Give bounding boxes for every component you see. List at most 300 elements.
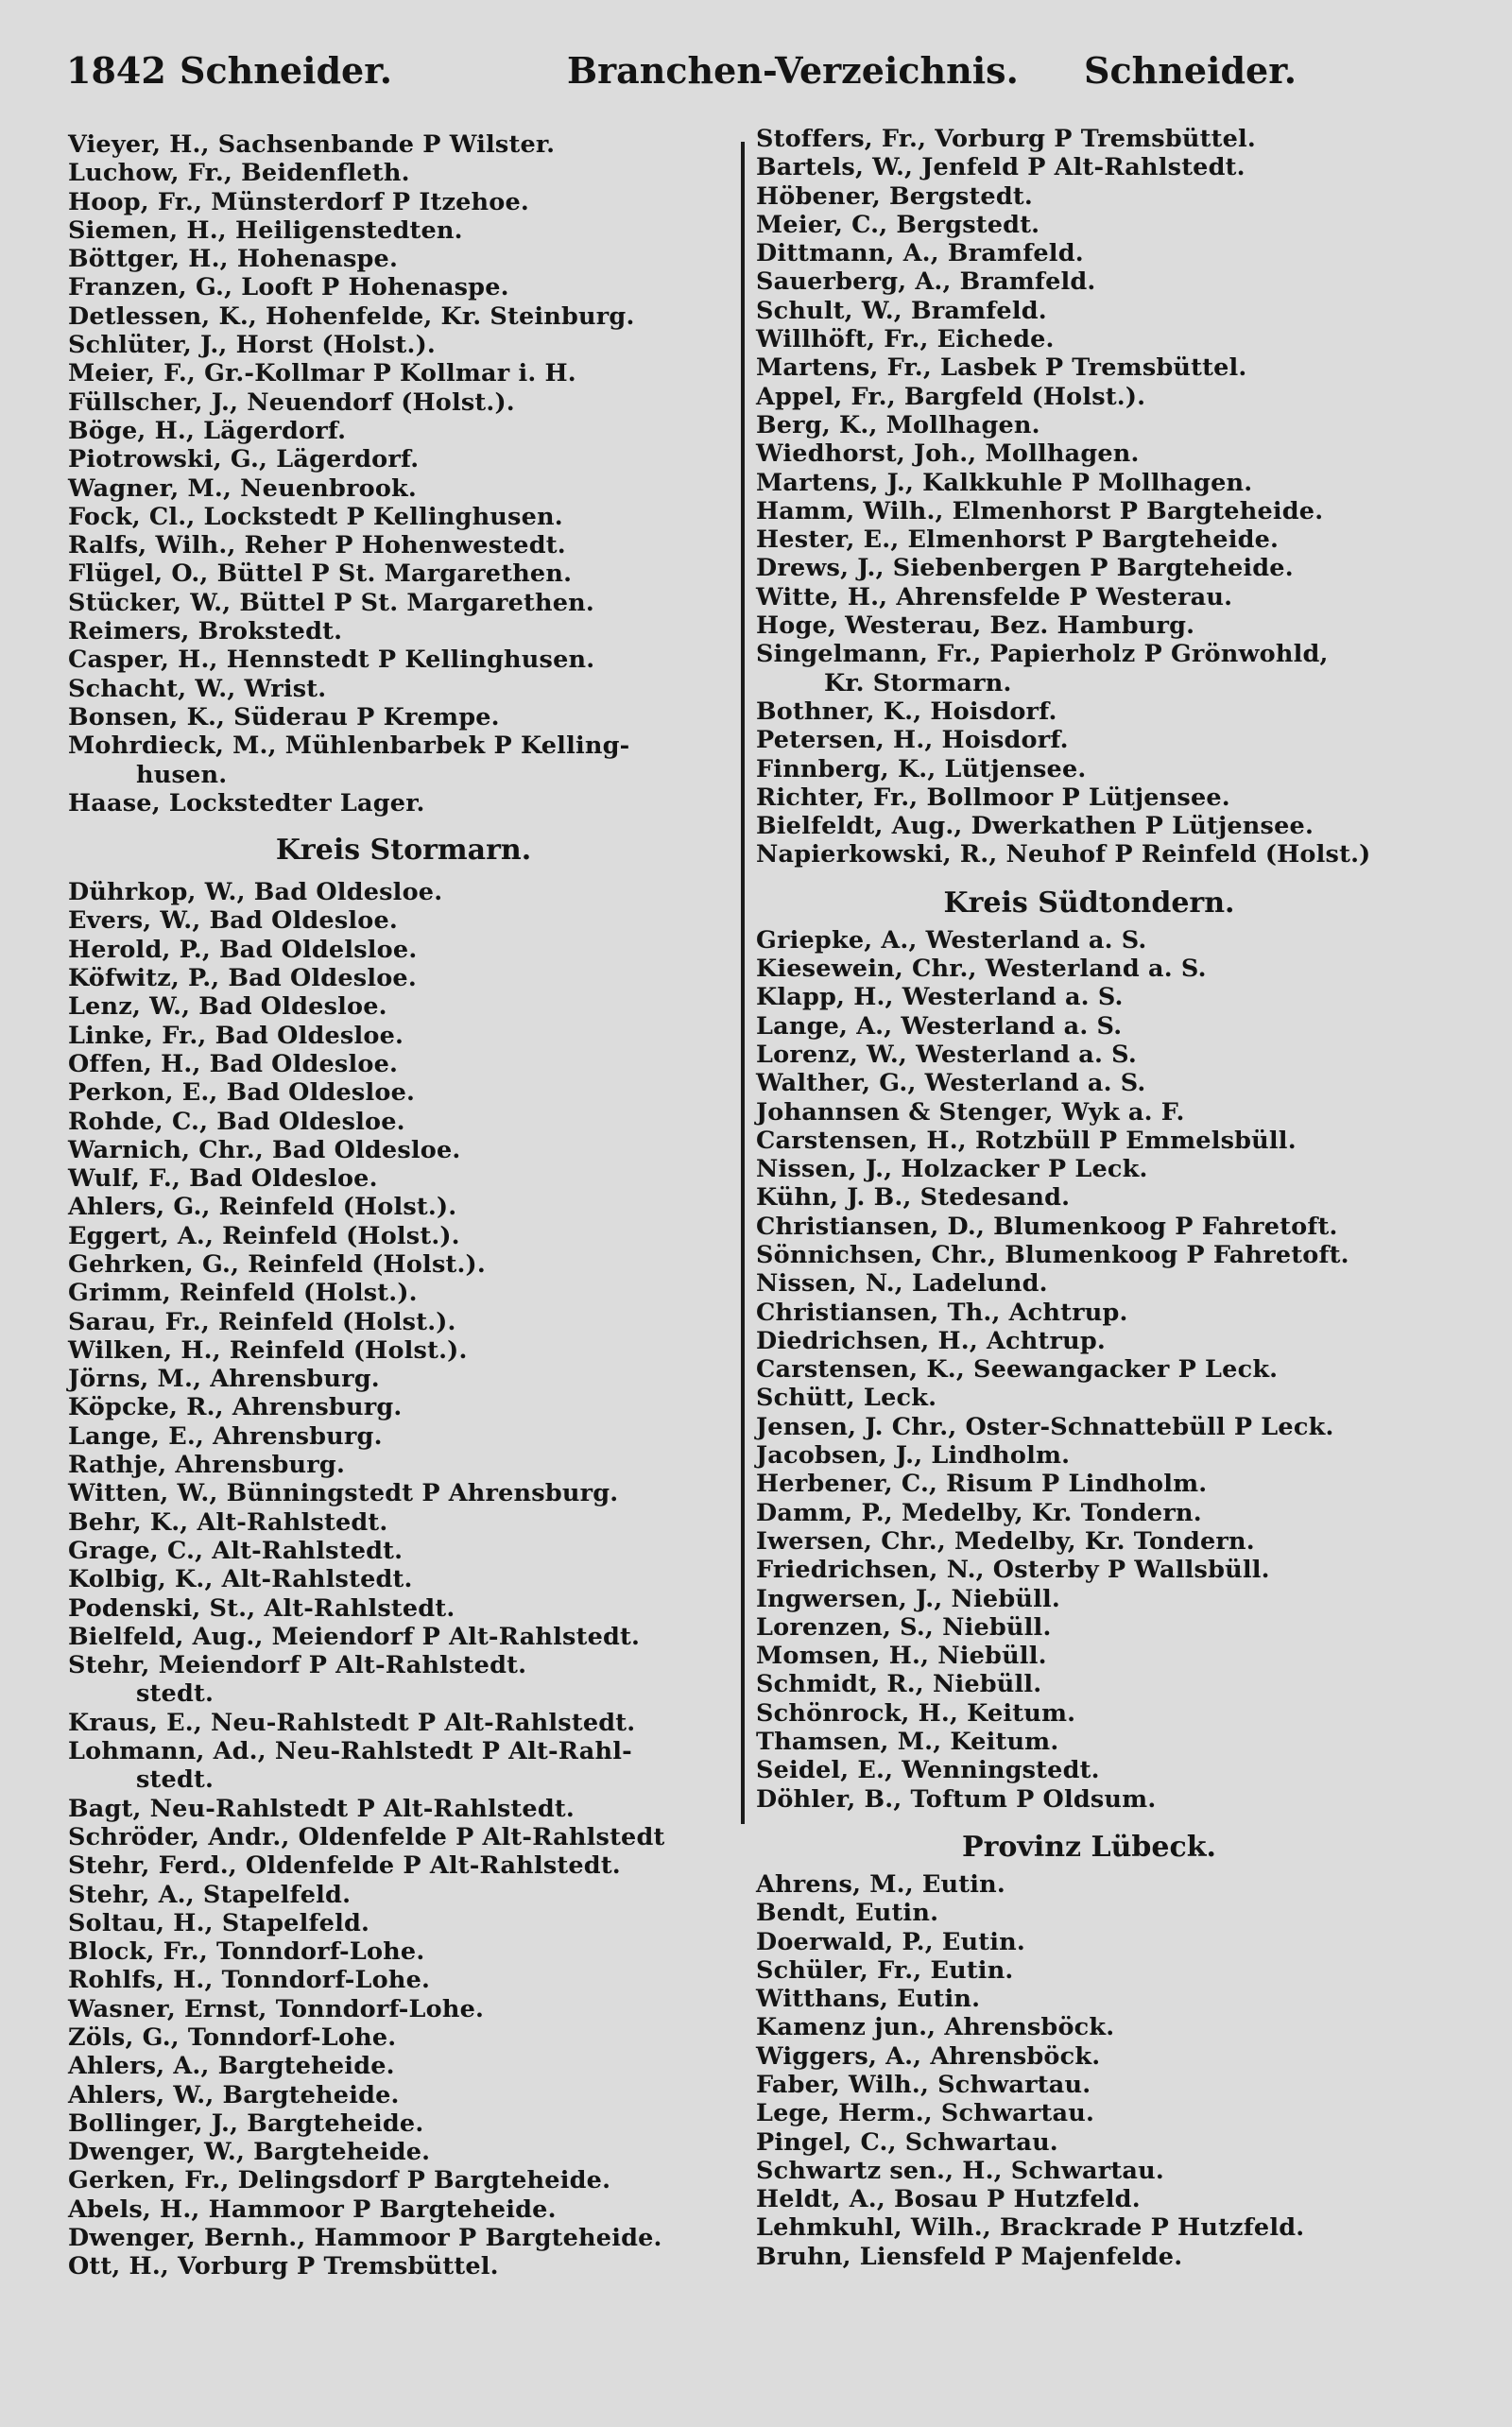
directory-entry — [756, 2128, 1422, 2157]
directory-entry — [68, 273, 739, 301]
directory-entry — [756, 726, 1422, 754]
directory-entry — [68, 1393, 739, 1421]
entry-line: Ralfs, Wilh., Reher P Hohenwestedt. — [68, 531, 566, 560]
directory-entry — [756, 2185, 1422, 2213]
directory-entry — [756, 297, 1422, 325]
entry-line: Casper, H., Hennstedt P Kellinghusen. — [68, 645, 595, 675]
entry-line: Eggert, A., Reinfeld (Holst.). — [68, 1221, 460, 1250]
directory-entry — [68, 1537, 739, 1565]
entry-line: Wiedhorst, Joh., Mollhagen. — [756, 439, 1140, 469]
directory-entry — [68, 1966, 739, 1994]
entry-line: Böge, H., Lägerdorf. — [68, 416, 347, 445]
directory-entry — [68, 445, 739, 473]
column-divider — [741, 142, 745, 1824]
directory-entry — [68, 1651, 739, 1709]
directory-entry — [756, 1728, 1422, 1756]
entry-line: Lange, E., Ahrensburg. — [68, 1421, 383, 1451]
entry-line: Doerwald, P., Eutin. — [756, 1927, 1025, 1956]
entry-line: Wasner, Ernst, Tonndorf-Lohe. — [68, 1994, 485, 2023]
header-right-title: Schneider. — [1084, 49, 1297, 92]
entry-line: Dittmann, A., Bramfeld. — [756, 239, 1084, 268]
entry-line: Momsen, H., Niebüll. — [756, 1642, 1047, 1671]
entry-line: Schult, W., Bramfeld. — [756, 296, 1047, 325]
directory-entry — [68, 417, 739, 445]
entry-line: Wulf, F., Bad Oldesloe. — [68, 1164, 378, 1194]
entry-line: Bruhn, Liensfeld P Majenfelde. — [756, 2242, 1183, 2271]
directory-entry — [68, 1508, 739, 1537]
entry-line: Nissen, J., Holzacker P Leck. — [756, 1155, 1148, 1184]
entry-line: Kraus, E., Neu-Rahlstedt P Alt-Rahlstedt. — [68, 1708, 636, 1737]
directory-entry — [68, 645, 739, 674]
directory-entry — [756, 640, 1422, 697]
directory-entry — [68, 1737, 739, 1795]
directory-entry — [68, 1078, 739, 1107]
entry-line: Ahrens, M., Eutin. — [756, 1869, 1005, 1899]
entry-line: Reimers, Brokstedt. — [68, 617, 343, 646]
directory-entry — [756, 2243, 1422, 2271]
directory-entry — [756, 1956, 1422, 1985]
entry-line: Berg, K., Mollhagen. — [756, 410, 1040, 439]
entry-line: Grimm, Reinfeld (Holst.). — [68, 1279, 418, 1308]
directory-entry — [756, 1699, 1422, 1728]
entry-line: Iwersen, Chr., Medelby, Kr. Tondern. — [756, 1526, 1255, 1556]
entry-line: Haase, Lockstedter Lager. — [68, 788, 425, 818]
directory-entry — [756, 2071, 1422, 2099]
entry-line: Offen, H., Bad Oldesloe. — [68, 1049, 399, 1078]
entry-line: Schacht, W., Wrist. — [68, 674, 327, 703]
directory-entry — [68, 1422, 739, 1451]
entry-line: Carstensen, H., Rotzbüll P Emmelsbüll. — [756, 1126, 1297, 1155]
entry-line: Carstensen, K., Seewangacker P Leck. — [756, 1355, 1279, 1385]
directory-entry — [68, 359, 739, 387]
directory-entry — [756, 697, 1422, 726]
directory-entry — [68, 1623, 739, 1651]
entry-line: Witte, H., Ahrensfelde P Westerau. — [756, 582, 1233, 611]
entry-line: Seidel, E., Wenningstedt. — [756, 1756, 1100, 1785]
entry-line: Diedrichsen, H., Achtrup. — [756, 1326, 1106, 1355]
entry-continuation-line: stedt. — [136, 1765, 215, 1795]
directory-entry — [68, 703, 739, 732]
directory-entry — [68, 245, 739, 273]
directory-entry — [68, 1336, 739, 1365]
directory-entry — [756, 1928, 1422, 1956]
directory-entry — [756, 755, 1422, 783]
directory-entry — [68, 1222, 739, 1250]
entry-line: Abels, H., Hammoor P Bargteheide. — [68, 2195, 557, 2224]
entry-line: Friedrichsen, N., Osterby P Wallsbüll. — [756, 1556, 1270, 1585]
page-number: 1842 — [66, 49, 166, 92]
directory-entry — [756, 611, 1422, 640]
entry-line: Stoffers, Fr., Vorburg P Tremsbüttel. — [756, 125, 1256, 153]
directory-entry — [68, 474, 739, 503]
entry-line: Schröder, Andr., Oldenfelde P Alt-Rahlstedt — [68, 1822, 665, 1851]
entry-line: Stehr, Ferd., Oldenfelde P Alt-Rahlstedt. — [68, 1851, 621, 1881]
directory-entry — [68, 1851, 739, 1880]
directory-entry — [68, 2252, 739, 2281]
directory-entry — [756, 383, 1422, 411]
directory-entry — [68, 1479, 739, 1507]
entry-line: Rohde, C., Bad Oldesloe. — [68, 1107, 405, 1136]
entry-line: Vieyer, H., Sachsenbande P Wilster. — [68, 130, 556, 159]
directory-entry — [756, 182, 1422, 211]
entry-line: Füllscher, J., Neuendorf (Holst.). — [68, 387, 515, 417]
entry-continuation-line: Kr. Stormarn. — [824, 668, 1012, 697]
directory-entry — [68, 732, 739, 789]
entry-line: Witthans, Eutin. — [756, 1985, 981, 2014]
right-column — [756, 125, 1422, 2271]
entry-line: Stehr, A., Stapelfeld. — [68, 1880, 352, 1909]
directory-entry — [68, 388, 739, 417]
entry-line: Sauerberg, A., Bramfeld. — [756, 267, 1096, 297]
directory-entry — [756, 840, 1422, 869]
entry-line: Hester, E., Elmenhorst P Bargteheide. — [756, 525, 1280, 555]
entry-line: Martens, Fr., Lasbek P Tremsbüttel. — [756, 353, 1247, 383]
entry-line: Linke, Fr., Bad Oldesloe. — [68, 1021, 404, 1050]
directory-entry — [68, 906, 739, 935]
entry-line: Ott, H., Vorburg P Tremsbüttel. — [68, 2252, 499, 2281]
entry-line: Griepke, A., Westerland a. S. — [756, 925, 1147, 955]
entry-line: Rathje, Ahrensburg. — [68, 1451, 346, 1480]
directory-entry — [68, 1164, 739, 1193]
entry-line: Walther, G., Westerland a. S. — [756, 1069, 1146, 1098]
header-left-title: Schneider. — [180, 49, 392, 92]
entry-line: Köpcke, R., Ahrensburg. — [68, 1393, 403, 1422]
directory-entry — [68, 1795, 739, 1823]
entry-line: Bothner, K., Hoisdorf. — [756, 697, 1057, 726]
directory-entry — [68, 992, 739, 1021]
entry-line: Fock, Cl., Lockstedt P Kellinghusen. — [68, 502, 563, 531]
entry-line: Meier, F., Gr.-Kollmar P Kollmar i. H. — [68, 359, 576, 388]
entry-line: Lehmkuhl, Wilh., Brackrade P Hutzfeld. — [756, 2213, 1305, 2243]
entry-line: Bollinger, J., Bargteheide. — [68, 2109, 424, 2138]
directory-entry — [756, 2013, 1422, 2041]
directory-entry — [68, 1709, 739, 1737]
directory-entry — [68, 188, 739, 216]
directory-entry — [68, 559, 739, 588]
directory-entry — [756, 554, 1422, 582]
directory-entry — [68, 159, 739, 187]
entry-line: Witten, W., Bünningstedt P Ahrensburg. — [68, 1479, 619, 1508]
entry-list — [756, 926, 1422, 1814]
directory-entry — [756, 1413, 1422, 1441]
entry-line: Damm, P., Medelby, Kr. Tondern. — [756, 1498, 1202, 1527]
entry-continuation-line: husen. — [136, 760, 228, 789]
entry-line: Block, Fr., Tonndorf-Lohe. — [68, 1937, 425, 1967]
entry-line: Lorenzen, S., Niebüll. — [756, 1612, 1052, 1642]
entry-line: Jensen, J. Chr., Oster-Schnattebüll P Leck. — [756, 1412, 1334, 1441]
directory-entry — [68, 2138, 739, 2166]
entry-line: Nissen, N., Ladelund. — [756, 1269, 1048, 1299]
directory-entry — [68, 1136, 739, 1164]
directory-entry — [756, 1870, 1422, 1899]
entry-line: Dwenger, Bernh., Hammoor P Bargteheide. — [68, 2224, 662, 2253]
entry-line: Ahlers, W., Bargteheide. — [68, 2080, 400, 2109]
entry-line: Schlüter, J., Horst (Holst.). — [68, 331, 436, 360]
directory-entry — [68, 1881, 739, 1909]
entry-line: Meier, C., Bergstedt. — [756, 210, 1040, 239]
directory-entry — [756, 2042, 1422, 2071]
entry-line: Bendt, Eutin. — [756, 1899, 939, 1928]
directory-entry — [68, 2195, 739, 2224]
entry-line: Evers, W., Bad Oldesloe. — [68, 906, 399, 936]
directory-entry — [756, 1756, 1422, 1784]
entry-line: Sönnichsen, Chr., Blumenkoog P Fahretoft. — [756, 1240, 1349, 1269]
entry-line: Köfwitz, P., Bad Oldesloe. — [68, 964, 417, 993]
entry-line: Pingel, C., Schwartau. — [756, 2127, 1058, 2157]
directory-entry — [756, 955, 1422, 983]
directory-entry — [756, 1642, 1422, 1670]
entry-line: Lohmann, Ad., Neu-Rahlstedt P Alt-Rahl- — [68, 1737, 632, 1766]
directory-entry — [68, 589, 739, 617]
directory-entry — [756, 1384, 1422, 1412]
entry-line: Napierkowski, R., Neuhof P Reinfeld (Holst.) — [756, 840, 1371, 869]
directory-entry — [756, 1069, 1422, 1097]
directory-entry — [68, 1823, 739, 1851]
directory-entry — [756, 353, 1422, 382]
directory-entry — [68, 503, 739, 531]
entry-line: Flügel, O., Büttel P St. Margarethen. — [68, 559, 573, 589]
directory-entry — [756, 2099, 1422, 2127]
entry-line: Wiggers, A., Ahrensböck. — [756, 2041, 1101, 2071]
entry-line: Christiansen, D., Blumenkoog P Fahretoft. — [756, 1212, 1338, 1241]
entry-line: Heldt, A., Bosau P Hutzfeld. — [756, 2185, 1141, 2214]
entry-line: Warnich, Chr., Bad Oldesloe. — [68, 1135, 461, 1164]
entry-line: Christiansen, Th., Achtrup. — [756, 1298, 1128, 1327]
entry-list — [68, 130, 739, 818]
directory-entry — [68, 964, 739, 992]
entry-line: Rohlfs, H., Tonndorf-Lohe. — [68, 1966, 431, 1995]
directory-entry — [756, 1613, 1422, 1642]
entry-line: Kiesewein, Chr., Westerland a. S. — [756, 955, 1207, 984]
entry-line: Lange, A., Westerland a. S. — [756, 1011, 1123, 1041]
entry-line: Lenz, W., Bad Oldesloe. — [68, 992, 387, 1022]
entry-line: Herold, P., Bad Oldelsloe. — [68, 935, 418, 964]
directory-entry — [68, 1108, 739, 1136]
entry-line: Höbener, Bergstedt. — [756, 181, 1033, 211]
directory-entry — [68, 1279, 739, 1307]
directory-entry — [68, 130, 739, 159]
header-center-title: Branchen-Verzeichnis. — [567, 49, 1019, 92]
entry-line: Dwenger, W., Bargteheide. — [68, 2138, 431, 2167]
directory-entry — [756, 1470, 1422, 1498]
entry-line: Gerken, Fr., Delingsdorf P Bargteheide. — [68, 2166, 611, 2195]
entry-line: Herbener, C., Risum P Lindholm. — [756, 1470, 1208, 1499]
entry-line: Jacobsen, J., Lindholm. — [756, 1441, 1071, 1471]
directory-entry — [68, 1909, 739, 1937]
directory-entry — [68, 2109, 739, 2138]
entry-line: Gehrken, G., Reinfeld (Holst.). — [68, 1249, 486, 1279]
entry-line: Franzen, G., Looft P Hohenaspe. — [68, 273, 509, 302]
entry-line: Ingwersen, J., Niebüll. — [756, 1584, 1060, 1613]
entry-line: Kamenz jun., Ahrensböck. — [756, 2013, 1115, 2042]
entry-line: Bagt, Neu-Rahlstedt P Alt-Rahlstedt. — [68, 1794, 575, 1823]
directory-entry — [756, 1269, 1422, 1298]
entry-line: Kolbig, K., Alt-Rahlstedt. — [68, 1565, 413, 1594]
directory-entry — [68, 2052, 739, 2080]
entry-line: Schüler, Fr., Eutin. — [756, 1955, 1014, 1985]
section-heading-provinz-luebeck: Provinz Lübeck. — [962, 1830, 1216, 1864]
directory-entry — [756, 439, 1422, 468]
entry-line: Soltau, H., Stapelfeld. — [68, 1908, 370, 1937]
entry-line: Podenski, St., Alt-Rahlstedt. — [68, 1593, 455, 1623]
entry-line: Böttger, H., Hohenaspe. — [68, 245, 399, 274]
entry-line: Bielfeldt, Aug., Dwerkathen P Lütjensee. — [756, 812, 1314, 841]
entry-line: Piotrowski, G., Lägerdorf. — [68, 445, 420, 474]
directory-entry — [756, 497, 1422, 525]
entry-line: Zöls, G., Tonndorf-Lohe. — [68, 2023, 397, 2052]
entry-line: Martens, J., Kalkkuhle P Mollhagen. — [756, 468, 1253, 497]
entry-line: Luchow, Fr., Beidenfleth. — [68, 159, 410, 188]
directory-entry — [68, 2023, 739, 2052]
entry-line: Grage, C., Alt-Rahlstedt. — [68, 1536, 404, 1565]
entry-line: Lorenz, W., Westerland a. S. — [756, 1040, 1137, 1069]
entry-line: Hoop, Fr., Münsterdorf P Itzehoe. — [68, 187, 530, 216]
directory-entry — [756, 1355, 1422, 1384]
directory-entry — [756, 1041, 1422, 1069]
entry-line: Wilken, H., Reinfeld (Holst.). — [68, 1335, 468, 1365]
directory-entry — [68, 1250, 739, 1279]
directory-entry — [68, 1995, 739, 2023]
directory-entry — [68, 1308, 739, 1336]
entry-line: Willhöft, Fr., Eichede. — [756, 325, 1055, 354]
entry-line: Behr, K., Alt-Rahlstedt. — [68, 1507, 388, 1537]
directory-entry — [756, 1499, 1422, 1527]
section-heading-kreis-suedtondern: Kreis Südtondern. — [943, 886, 1235, 920]
directory-entry — [68, 2081, 739, 2109]
directory-entry — [756, 926, 1422, 955]
directory-entry — [68, 216, 739, 245]
entry-line: Stehr, Meiendorf P Alt-Rahlstedt. — [68, 1651, 527, 1680]
entry-line: Sarau, Fr., Reinfeld (Holst.). — [68, 1307, 456, 1336]
directory-entry — [68, 617, 739, 645]
directory-entry — [68, 2224, 739, 2252]
entry-line: Perkon, E., Bad Oldesloe. — [68, 1078, 416, 1108]
directory-entry — [756, 1670, 1422, 1698]
directory-entry — [756, 1556, 1422, 1584]
entry-line: Stücker, W., Büttel P St. Margarethen. — [68, 588, 594, 617]
directory-entry — [756, 239, 1422, 267]
directory-entry — [756, 125, 1422, 153]
directory-entry — [756, 1327, 1422, 1355]
directory-entry — [756, 211, 1422, 239]
section-heading-kreis-stormarn: Kreis Stormarn. — [275, 834, 532, 868]
directory-entry — [756, 1241, 1422, 1269]
directory-entry — [756, 153, 1422, 181]
directory-entry — [756, 583, 1422, 611]
entry-line: Singelmann, Fr., Papierholz P Grönwohld, — [756, 640, 1329, 669]
entry-line: Lege, Herm., Schwartau. — [756, 2099, 1095, 2128]
directory-entry — [756, 983, 1422, 1011]
directory-entry — [68, 1022, 739, 1050]
directory-entry — [756, 783, 1422, 812]
entry-line: Döhler, B., Toftum P Oldsum. — [756, 1784, 1157, 1814]
entry-line: Bartels, W., Jenfeld P Alt-Rahlstedt. — [756, 153, 1246, 182]
entry-line: Schmidt, R., Niebüll. — [756, 1670, 1042, 1699]
directory-entry — [756, 469, 1422, 497]
entry-line: Johannsen & Stenger, Wyk a. F. — [756, 1097, 1185, 1127]
directory-entry — [68, 1193, 739, 1221]
directory-entry — [68, 1937, 739, 1966]
directory-entry — [68, 531, 739, 559]
entry-line: Petersen, H., Hoisdorf. — [756, 726, 1069, 755]
directory-entry — [756, 1899, 1422, 1927]
directory-entry — [68, 789, 739, 818]
entry-list — [756, 1870, 1422, 2271]
entry-line: Schütt, Leck. — [756, 1384, 937, 1413]
directory-entry — [756, 1213, 1422, 1241]
entry-line: Kühn, J. B., Stedesand. — [756, 1183, 1071, 1213]
entry-continuation-line: stedt. — [136, 1679, 215, 1709]
entry-line: Faber, Wilh., Schwartau. — [756, 2071, 1091, 2099]
left-column — [68, 130, 739, 2281]
directory-entry — [756, 1155, 1422, 1183]
entry-line: Schönrock, H., Keitum. — [756, 1698, 1076, 1728]
entry-line: Bonsen, K., Süderau P Krempe. — [68, 702, 500, 732]
entry-list — [68, 878, 739, 2281]
directory-entry — [756, 812, 1422, 840]
directory-entry — [68, 1050, 739, 1078]
entry-line: Ahlers, A., Bargteheide. — [68, 2052, 395, 2081]
directory-entry — [68, 1565, 739, 1593]
entry-list — [756, 125, 1422, 869]
entry-line: Mohrdieck, M., Mühlenbarbek P Kelling- — [68, 732, 630, 761]
directory-entry — [756, 1127, 1422, 1155]
entry-line: Jörns, M., Ahrensburg. — [68, 1365, 380, 1394]
directory-entry — [756, 1527, 1422, 1556]
directory-entry — [68, 1451, 739, 1479]
directory-entry — [756, 1585, 1422, 1613]
directory-entry — [756, 2157, 1422, 2185]
entry-line: Schwartz sen., H., Schwartau. — [756, 2156, 1164, 2185]
directory-entry — [756, 525, 1422, 554]
directory-entry — [756, 1441, 1422, 1470]
directory-entry — [68, 1594, 739, 1623]
entry-line: Bielfeld, Aug., Meiendorf P Alt-Rahlstedt. — [68, 1622, 641, 1651]
entry-line: Finnberg, K., Lütjensee. — [756, 754, 1087, 783]
directory-entry — [68, 675, 739, 703]
directory-entry — [756, 1183, 1422, 1212]
directory-entry — [756, 2213, 1422, 2242]
entry-line: Ahlers, G., Reinfeld (Holst.). — [68, 1193, 457, 1222]
directory-entry — [68, 302, 739, 331]
entry-line: Wagner, M., Neuenbrook. — [68, 473, 417, 503]
entry-line: Klapp, H., Westerland a. S. — [756, 983, 1124, 1012]
entry-line: Hamm, Wilh., Elmenhorst P Bargteheide. — [756, 496, 1324, 525]
directory-entry — [756, 1985, 1422, 2013]
entry-line: Dührkop, W., Bad Oldesloe. — [68, 878, 443, 907]
directory-entry — [756, 325, 1422, 353]
directory-entry — [756, 1785, 1422, 1814]
entry-line: Detlessen, K., Hohenfelde, Kr. Steinburg. — [68, 301, 635, 331]
directory-entry — [756, 411, 1422, 439]
directory-entry — [68, 1365, 739, 1393]
directory-entry — [756, 267, 1422, 296]
directory-entry — [756, 1098, 1422, 1127]
entry-line: Hoge, Westerau, Bez. Hamburg. — [756, 611, 1195, 641]
entry-line: Drews, J., Siebenbergen P Bargteheide. — [756, 554, 1294, 583]
directory-entry — [68, 936, 739, 964]
page-header — [0, 49, 1512, 110]
directory-entry — [68, 331, 739, 359]
directory-entry — [756, 1012, 1422, 1041]
entry-line: Thamsen, M., Keitum. — [756, 1728, 1059, 1757]
entry-line: Siemen, H., Heiligenstedten. — [68, 215, 463, 245]
directory-entry — [68, 2166, 739, 2195]
entry-line: Appel, Fr., Bargfeld (Holst.). — [756, 382, 1146, 411]
entry-line: Richter, Fr., Bollmoor P Lütjensee. — [756, 783, 1230, 812]
directory-entry — [68, 878, 739, 906]
directory-entry — [756, 1299, 1422, 1327]
